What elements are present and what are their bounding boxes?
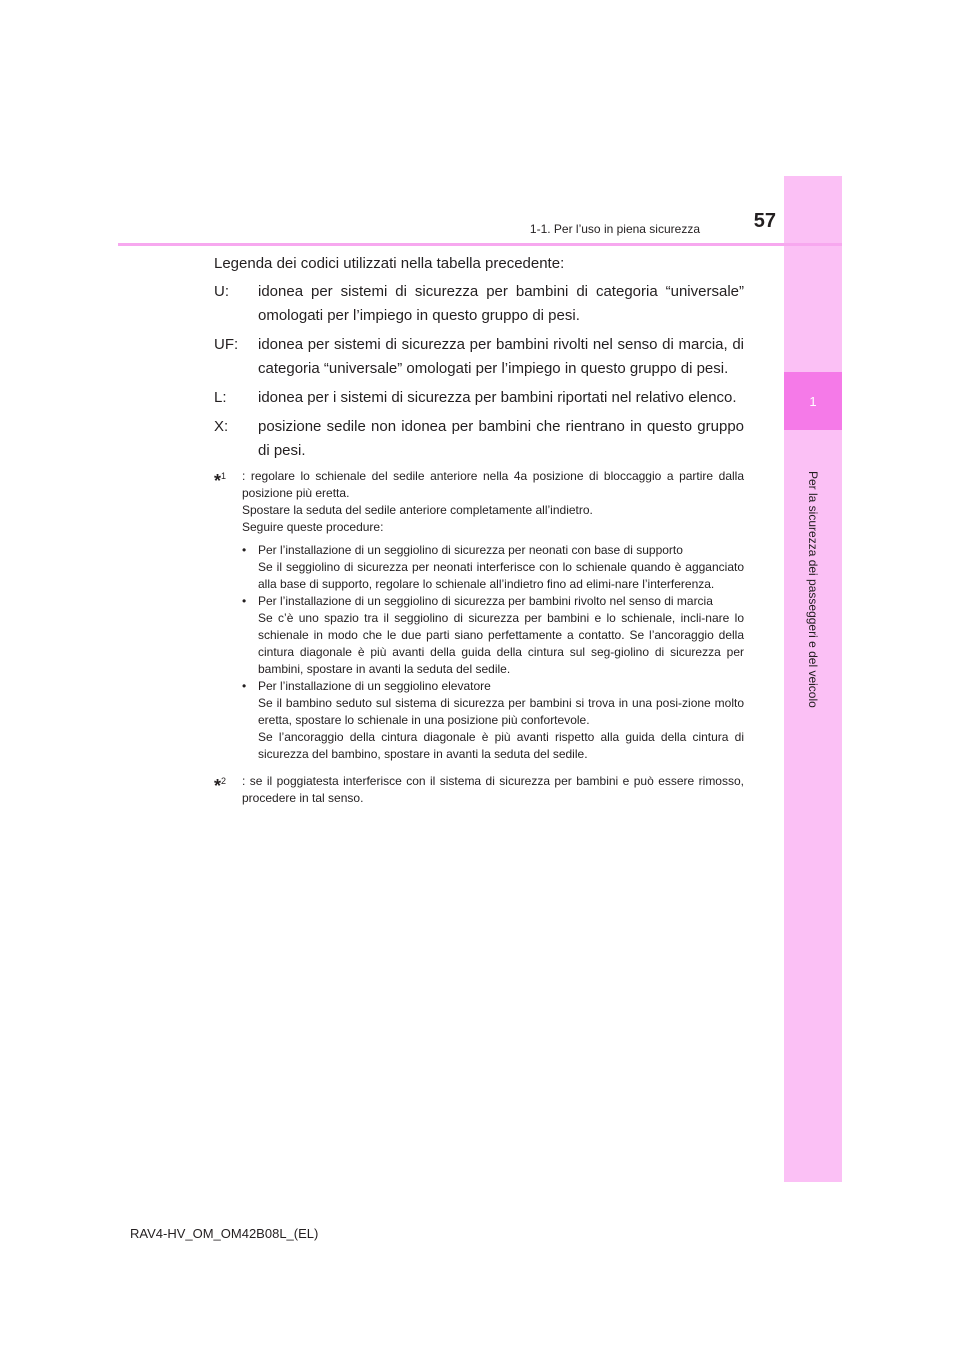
procedure-list — [242, 542, 744, 763]
legend-code: L: — [214, 389, 227, 406]
list-item — [242, 678, 744, 763]
bullet-icon: • — [242, 679, 247, 693]
bullet-icon: • — [242, 594, 247, 608]
legend-item — [214, 386, 744, 410]
chapter-number: 1 — [809, 393, 817, 409]
legend-code: UF: — [214, 336, 239, 353]
list-item-text: Se il bambino seduto sul sistema di sicurezza per bambini si trova in una posi-zione molto eretta, spostare lo schienale in una posizione più confortevole. — [258, 696, 744, 727]
page-content — [214, 252, 744, 807]
footnote-line: : se il poggiatesta interferisce con il sistema di sicurezza per bambini e può essere rimosso, procedere in tal senso. — [242, 774, 744, 805]
document-code: RAV4-HV_OM_OM42B08L_(EL) — [130, 1226, 319, 1241]
footnote-number: 2 — [221, 776, 227, 786]
footnote-line: : regolare lo schienale del sedile anteriore nella 4a posizione di bloccaggio a partire dalla posizione più eretta. — [242, 469, 744, 500]
list-item-title: Per l’installazione di un seggiolino di sicurezza per neonati con base di supporto — [258, 543, 683, 557]
legend-item — [214, 280, 744, 328]
footnote-1 — [214, 468, 744, 769]
list-item-text: Se il seggiolino di sicurezza per neonati interferisce con lo schienale quando è agganciato alla base di supporto, regolare lo schienale all’indietro fino ad elimi-nare l’interferenza. — [258, 560, 744, 591]
footnote-number: 1 — [221, 471, 227, 481]
legend-text: idonea per sistemi di sicurezza per bambini di categoria “universale” omologati per l’impiego in questo gruppo di pesi. — [258, 283, 744, 324]
legend-text: idonea per i sistemi di sicurezza per bambini riportati nel relativo elenco. — [258, 389, 737, 406]
footnote-body — [242, 773, 744, 807]
footnote-marker — [214, 773, 242, 807]
list-item-text: Se c’è uno spazio tra il seggiolino di sicurezza per bambini e lo schienale, incli-nare lo schienale in modo che le due parti siano perfettamente a contatto. Se l’ancoraggio della cintura diagonale è più avanti della guida della cintura sul seg-giolino di sicurezza per bambini, spostare in avanti la seduta del sedile. — [258, 611, 744, 676]
legend-text: posizione sedile non idonea per bambini che rientrano in questo gruppo di pesi. — [258, 418, 744, 459]
footnote-line: Seguire queste procedure: — [242, 520, 384, 534]
legend-item — [214, 415, 744, 463]
header-rule — [118, 243, 842, 246]
asterisk-icon: * — [214, 471, 222, 491]
list-item-text: Se l’ancoraggio della cintura diagonale è più avanti rispetto alla guida della cintura di sicurezza del bambino, spostare in avanti la seduta del sedile. — [258, 730, 744, 761]
list-item — [242, 593, 744, 678]
legend-title: Legenda dei codici utilizzati nella tabella precedente: — [214, 255, 565, 272]
list-item-title: Per l’installazione di un seggiolino elevatore — [258, 679, 491, 693]
legend-code: X: — [214, 418, 229, 435]
chapter-title: Per la sicurezza dei passeggeri e del veicolo — [806, 470, 820, 708]
legend-text: idonea per sistemi di sicurezza per bambini rivolti nel senso di marcia, di categoria “universale” omologati per l’impiego in questo gruppo di pesi. — [258, 336, 744, 377]
legend-code: U: — [214, 283, 229, 300]
chapter-title-tab — [784, 434, 842, 744]
page-number: 57 — [753, 210, 776, 232]
list-item — [242, 542, 744, 593]
asterisk-icon: * — [214, 776, 222, 796]
footnote-line: Spostare la seduta del sedile anteriore completamente all’indietro. — [242, 503, 593, 517]
list-item-title: Per l’installazione di un seggiolino di sicurezza per bambini rivolto nel senso di marcia — [258, 594, 713, 608]
footnote-marker — [214, 468, 242, 769]
footnote-2 — [214, 773, 744, 807]
legend-item — [214, 333, 744, 381]
footnote-body — [242, 468, 744, 769]
chapter-number-tab — [784, 372, 842, 430]
section-title: 1-1. Per l’uso in piena sicurezza — [529, 222, 700, 236]
bullet-icon: • — [242, 543, 247, 557]
